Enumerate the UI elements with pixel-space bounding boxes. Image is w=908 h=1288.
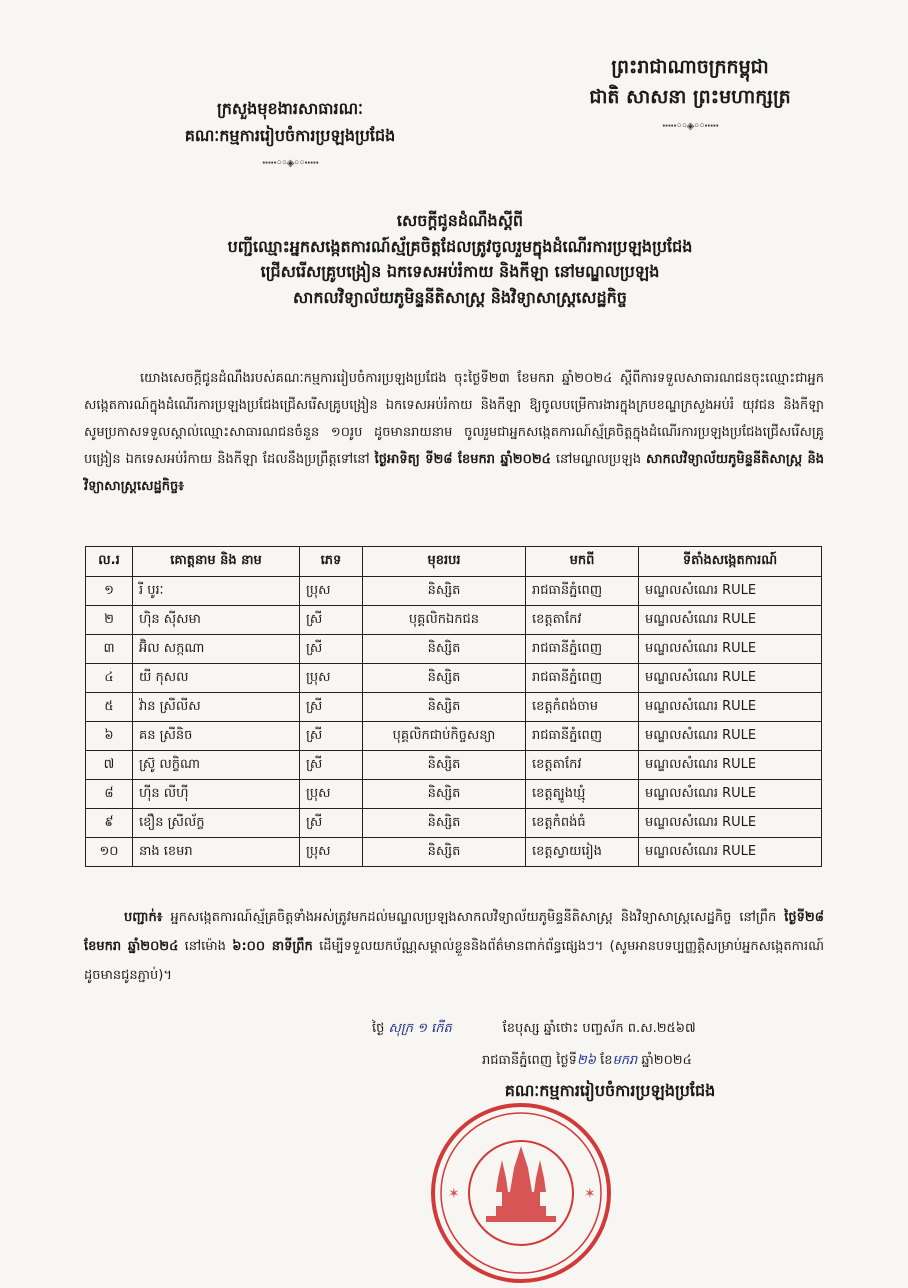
solar-day: ២៦ [576,1053,596,1068]
observer-table [85,546,822,867]
row-gender: ប្រុស [300,780,363,809]
row-location: មណ្ឌលសំណេរ RULE [639,751,822,780]
row-occupation: និស្សិត [363,838,526,867]
row-gender: ស្រី [300,606,363,635]
ministry-header [140,95,440,172]
row-occupation: និស្សិត [363,809,526,838]
solar-mid: ខែ [600,1053,613,1068]
row-location: មណ្ឌលសំណេរ RULE [639,635,822,664]
solar-month: មករា [612,1053,638,1068]
row-number: ៧ [86,751,133,780]
table-header-row [86,547,822,577]
solar-date-line [482,1052,692,1071]
paragraph-text: យោងសេចក្ដីជូនដំណឹងរបស់គណៈកម្មការរៀបចំការប្រឡងប្រជែង ចុះថ្ងៃទី២៣ ខែមករា ឆ្នាំ២០២៤ ស្ដីពីការទទួលសាធារណជនចុះឈ្មោះជាអ្នកសង្កេតការណ៍ក្នុងដំណើរការប្រឡងប្រជែងជ្រើសរើសគ្រូបង្រៀន ឯកទេសអប់រំកាយ និងកីឡា ឱ្យចូលបម្រើការងារក្នុងក្របខណ្ឌក្រសួងអប់រំ យុវជន និងកីឡា សូមប្រកាសទទួលស្គាល់ឈ្មោះសាធារណជនចំនួន ១០រូប ដូចមានរាយនាម ចូលរួមជាអ្នកសង្កេតការណ៍ស្ម័គ្រចិត្តក្នុងដំណើរការប្រឡងប្រជែងជ្រើសរើសគ្រូបង្រៀន ឯកទេសអប់រំកាយ និងកីឡា ដែលនឹងប្រព្រឹត្តទៅនៅ [84,371,824,467]
row-gender: ប្រុស [300,838,363,867]
row-origin: ខេត្តកំពង់ធំ [526,809,639,838]
row-gender: ស្រី [300,693,363,722]
row-name: វ៉ាន ស្រីលីស [133,693,300,722]
row-occupation: និស្សិត [363,635,526,664]
row-number: ៤ [86,664,133,693]
body-paragraph [84,365,824,500]
row-number: ២ [86,606,133,635]
note-label: បញ្ជាក់៖ [124,910,163,925]
row-number: ៥ [86,693,133,722]
row-number: ៦ [86,722,133,751]
col-number: ល.រ [86,547,133,577]
row-occupation: និស្សិត [363,780,526,809]
row-location: មណ្ឌលសំណេរ RULE [639,606,822,635]
ornament-divider: ·····◦◦◈◦◦····· [661,120,719,132]
row-origin: ខេត្តត្បូងឃ្មុំ [526,780,639,809]
official-seal-icon [426,1098,616,1288]
row-location: មណ្ឌលសំណេរ RULE [639,838,822,867]
col-origin: មកពី [526,547,639,577]
kingdom-header [540,52,840,135]
note-text-3: ដើម្បីទទួលយកប័ណ្ណសម្គាល់ខ្លួននិងព័ត៌មានពាក់ព័ន្ធផ្សេងៗ។ (សូមអានបទប្បញ្ញត្តិសម្រាប់អ្នកសង្កេតការណ៍ដូចមានជូនភ្ជាប់)។ [84,939,824,983]
row-origin: រាជធានីភ្នំពេញ [526,722,639,751]
ornament-divider: ·····◦◦◈◦◦····· [261,158,319,170]
row-name: ស៊្រូ លក្ខិណា [133,751,300,780]
row-number: ៨ [86,780,133,809]
title-line-3: ជ្រើសរើសគ្រូបង្រៀន ឯកទេសអប់រំកាយ និងកីឡា នៅមណ្ឌលប្រឡង [260,262,660,282]
row-gender: ស្រី [300,809,363,838]
col-name: គោត្តនាម និង នាម [133,547,300,577]
table-row [86,635,822,664]
title-line-4: សាកលវិទ្យាល័យភូមិន្ទនីតិសាស្ត្រ និងវិទ្យាសាស្ត្រសេដ្ឋកិច្ច [293,287,627,307]
row-origin: រាជធានីភ្នំពេញ [526,664,639,693]
row-gender: ស្រី [300,722,363,751]
row-origin: រាជធានីភ្នំពេញ [526,635,639,664]
paragraph-venue: សាកលវិទ្យាល័យភូមិន្ទនីតិសាស្ត្រ និងវិទ្យាសាស្ត្រសេដ្ឋកិច្ច៖ [84,452,824,494]
table-row [86,577,822,606]
svg-text:✶: ✶ [448,1186,460,1202]
lunar-prefix: ថ្ងៃ [372,1021,385,1036]
row-occupation: បុគ្គលិកជាប់កិច្ចសន្យា [363,722,526,751]
note-paragraph [84,903,824,990]
committee-name: គណៈកម្មការរៀបចំការប្រឡងប្រជែង [184,126,396,146]
document-title [150,208,770,310]
table-row [86,838,822,867]
ministry-name: ក្រសួងមុខងារសាធារណៈ [217,99,363,118]
row-name: ហ៊ិន ស៊ីសមា [133,606,300,635]
title-line-2: បញ្ជីឈ្មោះអ្នកសង្កេតការណ៍ស្ម័គ្រចិត្តដែលត្រូវចូលរួមក្នុងដំណើរការប្រឡងប្រជែង [227,236,693,256]
paragraph-text-2: នៅមណ្ឌលប្រឡង [555,452,641,467]
row-origin: ខេត្តស្វាយរៀង [526,838,639,867]
col-occupation: មុខរបរ [363,547,526,577]
col-gender: ភេទ [300,547,363,577]
lunar-rest: ខែបុស្ស ឆ្នាំថោះ បញ្ចស័ក ព.ស.២៥៦៧ [502,1021,696,1036]
note-time: ៦:០០ នាទីព្រឹក [232,939,313,954]
table-row [86,664,822,693]
table-row [86,809,822,838]
lunar-handwritten: សុក្រ ១ កើត [388,1021,452,1036]
row-number: ១០ [86,838,133,867]
table-row [86,606,822,635]
row-origin: ខេត្តកំពង់ចាម [526,693,639,722]
row-name: ខឿន ស្រីល័ក្ខ [133,809,300,838]
row-occupation: និស្សិត [363,577,526,606]
solar-prefix: រាជធានីភ្នំពេញ ថ្ងៃទី [482,1053,577,1068]
row-location: មណ្ឌលសំណេរ RULE [639,577,822,606]
title-line-1: សេចក្ដីជូនដំណឹងស្ដីពី [396,211,524,230]
row-gender: ប្រុស [300,577,363,606]
row-location: មណ្ឌលសំណេរ RULE [639,780,822,809]
row-occupation: និស្សិត [363,693,526,722]
row-location: មណ្ឌលសំណេរ RULE [639,664,822,693]
row-location: មណ្ឌលសំណេរ RULE [639,693,822,722]
national-motto: ជាតិ សាសនា ព្រះមហាក្សត្រ [589,86,791,109]
row-occupation: និស្សិត [363,751,526,780]
paragraph-date: ថ្ងៃអាទិត្យ ទី២៨ ខែមករា ឆ្នាំ២០២៤ [374,452,551,467]
row-origin: រាជធានីភ្នំពេញ [526,577,639,606]
row-occupation: បុគ្គលិកឯកជន [363,606,526,635]
row-name: រី បូរៈ [133,577,300,606]
solar-year: ឆ្នាំ២០២៤ [641,1053,692,1068]
row-number: ៩ [86,809,133,838]
kingdom-name: ព្រះរាជាណាចក្រកម្ពុជា [611,56,769,78]
signer-committee: គណៈកម្មការរៀបចំការប្រឡងប្រជែង [504,1081,716,1100]
note-text: អ្នកសង្កេតការណ៍ស្ម័គ្រចិត្តទាំងអស់ត្រូវមកដល់មណ្ឌលប្រឡងសាកលវិទ្យាល័យភូមិន្ទនីតិសាស្ត្រ និងវិទ្យាសាស្ត្រសេដ្ឋកិច្ច នៅព្រឹក [170,910,777,925]
row-gender: ស្រី [300,635,363,664]
row-origin: ខេត្តតាកែវ [526,606,639,635]
row-name: គន ស្រីនិច [133,722,300,751]
row-gender: ប្រុស [300,664,363,693]
note-date: ថ្ងៃទី២៨ ខែមករា ឆ្នាំ២០២៤ [84,910,824,954]
lunar-date-line [372,1020,832,1039]
table-row [86,693,822,722]
row-name: នាង ខេមរា [133,838,300,867]
row-number: ៣ [86,635,133,664]
row-name: អ៊ិល សក្កណា [133,635,300,664]
table-row [86,751,822,780]
row-location: មណ្ឌលសំណេរ RULE [639,722,822,751]
table-row [86,780,822,809]
row-gender: ស្រី [300,751,363,780]
note-text-2: នៅម៉ោង [184,939,226,954]
row-name: យី កុសល [133,664,300,693]
row-number: ១ [86,577,133,606]
row-location: មណ្ឌលសំណេរ RULE [639,809,822,838]
row-name: ហ៊ីន លីហ៊ី [133,780,300,809]
table-row [86,722,822,751]
col-location: ទីតាំងសង្កេតការណ៍ [639,547,822,577]
row-occupation: និស្សិត [363,664,526,693]
svg-text:✶: ✶ [584,1186,596,1202]
row-origin: ខេត្តតាកែវ [526,751,639,780]
